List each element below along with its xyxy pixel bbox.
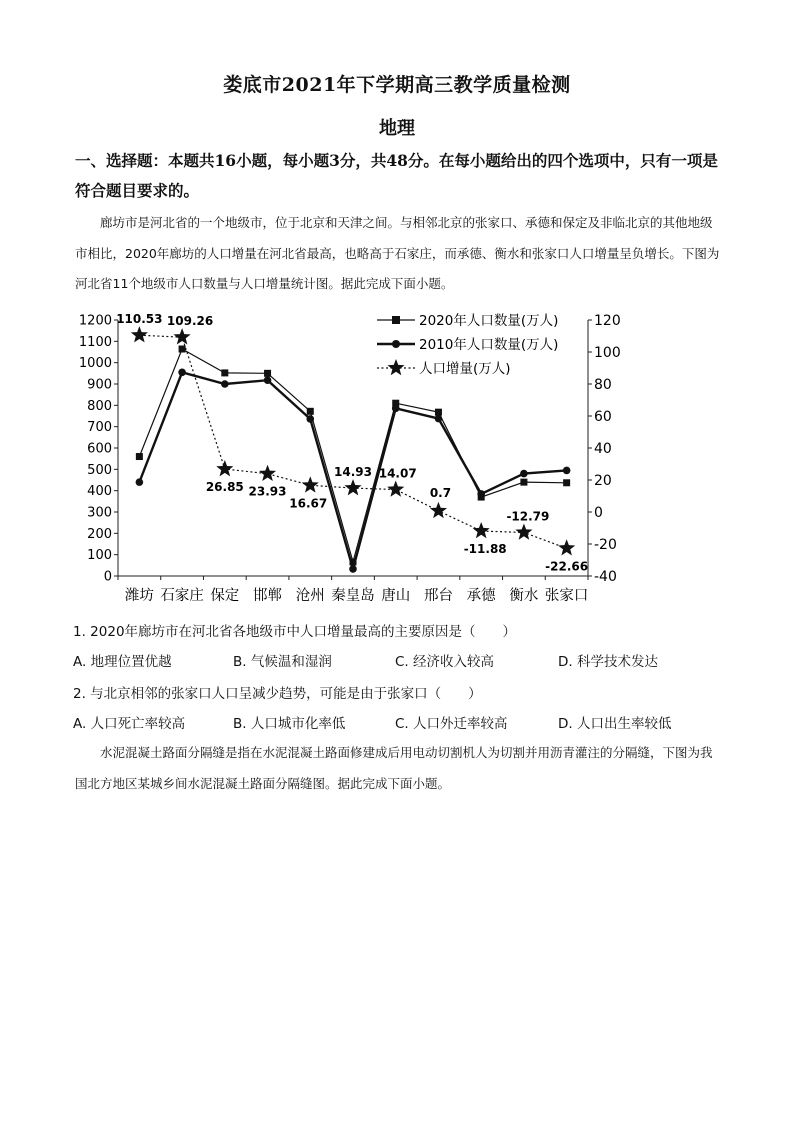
right-tick-label: 120 [594,313,621,329]
x-tick-label: 保定 [210,588,240,604]
series-1-point [179,346,186,353]
series-1-point [520,479,527,486]
x-tick-label: 秦皇岛 [331,588,375,604]
legend-star-marker [387,359,404,375]
question-1-options [73,650,733,672]
series-3-point [259,465,276,481]
left-tick-label: 500 [87,462,112,478]
data-label: 16.67 [289,496,328,511]
question-2-options [73,712,733,734]
right-tick-label: -40 [594,569,617,585]
data-label: -22.66 [545,559,589,574]
left-tick-label: 400 [87,484,112,500]
q2-option-d[interactable]: D. 人口出生率较低 [558,716,672,732]
series-3-point [473,522,490,538]
series-2-point [349,565,357,573]
q1-option-d[interactable]: D. 科学技术发达 [558,654,658,670]
x-tick-label: 承德 [466,588,496,604]
section-heading: 一、选择题：本题共16小题，每小题3分，共48分。在每小题给出的四个选项中，只有一项是符合题目要求的。 [75,151,718,200]
series-3-point [344,479,361,495]
series-2-point [520,470,528,478]
left-tick-label: 1000 [78,356,112,372]
left-tick-label: 800 [87,398,112,414]
right-tick-label: -20 [594,537,617,553]
q2-option-a[interactable]: A. 人口死亡率较高 [73,716,186,732]
left-tick-label: 700 [87,420,112,436]
series-2-point [477,490,485,498]
series-3-point [558,539,575,555]
series-1-point [221,369,228,376]
legend-circle-marker [392,340,400,348]
chart-canvas [70,306,626,610]
series-1-point [435,409,442,416]
left-tick-label: 200 [87,526,112,542]
left-tick-label: 300 [87,505,112,521]
data-label: 0.7 [429,485,452,500]
passage-2: 水泥混凝土路面分隔缝是指在水泥混凝土路面修建成后用电动切割机人为切割并用沥青灌注的分隔缝，下图为我国北方地区某城乡间水泥混凝土路面分隔缝图。据此完成下面小题。 [75,745,713,791]
question-2-stem: 2. 与北京相邻的张家口人口呈减少趋势，可能是由于张家口（ ） [73,686,482,702]
left-tick-label: 600 [87,441,112,457]
legend-square-marker [392,316,400,324]
series-3-point [302,476,319,492]
series-2-point [178,368,186,376]
series-2-point [264,376,272,384]
series-2-point [306,415,314,423]
series-1-point [264,370,271,377]
population-chart [70,306,626,614]
data-label: 23.93 [248,484,287,499]
q1-option-a[interactable]: A. 地理位置优越 [73,654,172,670]
series-3-point [131,326,148,342]
series-1-point [307,408,314,415]
x-tick-label: 潍坊 [124,588,154,604]
series-2-point [136,478,144,486]
right-tick-label: 40 [594,441,612,457]
q1-option-b[interactable]: B. 气候温和湿润 [233,654,332,670]
left-tick-label: 1200 [78,313,112,329]
series-2-point [392,405,400,413]
series-1-point [563,479,570,486]
data-label: 26.85 [205,480,244,495]
x-tick-label: 张家口 [544,588,589,604]
data-label: 109.26 [166,314,214,329]
left-tick-label: 1100 [78,334,112,350]
data-label: -12.79 [506,509,550,524]
subject-title: 地理 [379,118,415,139]
series-3-point [216,460,233,476]
data-label: -11.88 [463,542,507,557]
data-label: 14.07 [378,466,417,481]
right-tick-label: 20 [594,473,612,489]
series-2-point [563,467,571,475]
right-tick-label: 0 [594,505,603,521]
series-3-point [174,328,191,344]
right-tick-label: 60 [594,409,612,425]
x-tick-label: 邢台 [423,588,453,604]
left-tick-label: 100 [87,548,112,564]
series-3-point [515,523,532,539]
left-tick-label: 900 [87,377,112,393]
q2-option-c[interactable]: C. 人口外迁率较高 [395,716,508,732]
series-line-1 [139,349,566,562]
series-1-point [136,453,143,460]
x-tick-label: 唐山 [381,588,411,604]
x-tick-label: 沧州 [295,588,325,604]
left-tick-label: 0 [103,569,112,585]
q1-option-c[interactable]: C. 经济收入较高 [395,654,495,670]
right-tick-label: 100 [594,345,621,361]
series-2-point [221,380,229,388]
question-1-stem: 1. 2020年廊坊市在河北省各地级市中人口增量最高的主要原因是（ ） [73,624,517,640]
legend-label-3: 人口增量(万人) [419,361,511,377]
passage-1: 廊坊市是河北省的一个地级市，位于北京和天津之间。与相邻北京的张家口、承德和保定及非临北京的其他地级市相比，2020年廊坊的人口增量在河北省最高，也略高于石家庄，而承德、衡水和张家口人口增量呈负增长。下图为河北省11个地级市人口数量与人口增量统计图。据此完成下面小题。 [75,215,720,291]
q2-option-b[interactable]: B. 人口城市化率低 [233,716,346,732]
right-tick-label: 80 [594,377,612,393]
x-tick-label: 石家庄 [160,588,204,604]
series-2-point [435,415,443,423]
series-3-point [387,480,404,496]
legend-label-1: 2020年人口数量(万人) [419,313,559,329]
x-tick-label: 邯郸 [253,588,283,604]
data-label: 14.93 [334,465,372,480]
legend-label-2: 2010年人口数量(万人) [419,337,559,353]
series-3-point [430,502,447,518]
page-title: 娄底市2021年下学期高三教学质量检测 [223,74,571,96]
x-tick-label: 衡水 [509,588,539,604]
data-label: 110.53 [116,312,163,327]
